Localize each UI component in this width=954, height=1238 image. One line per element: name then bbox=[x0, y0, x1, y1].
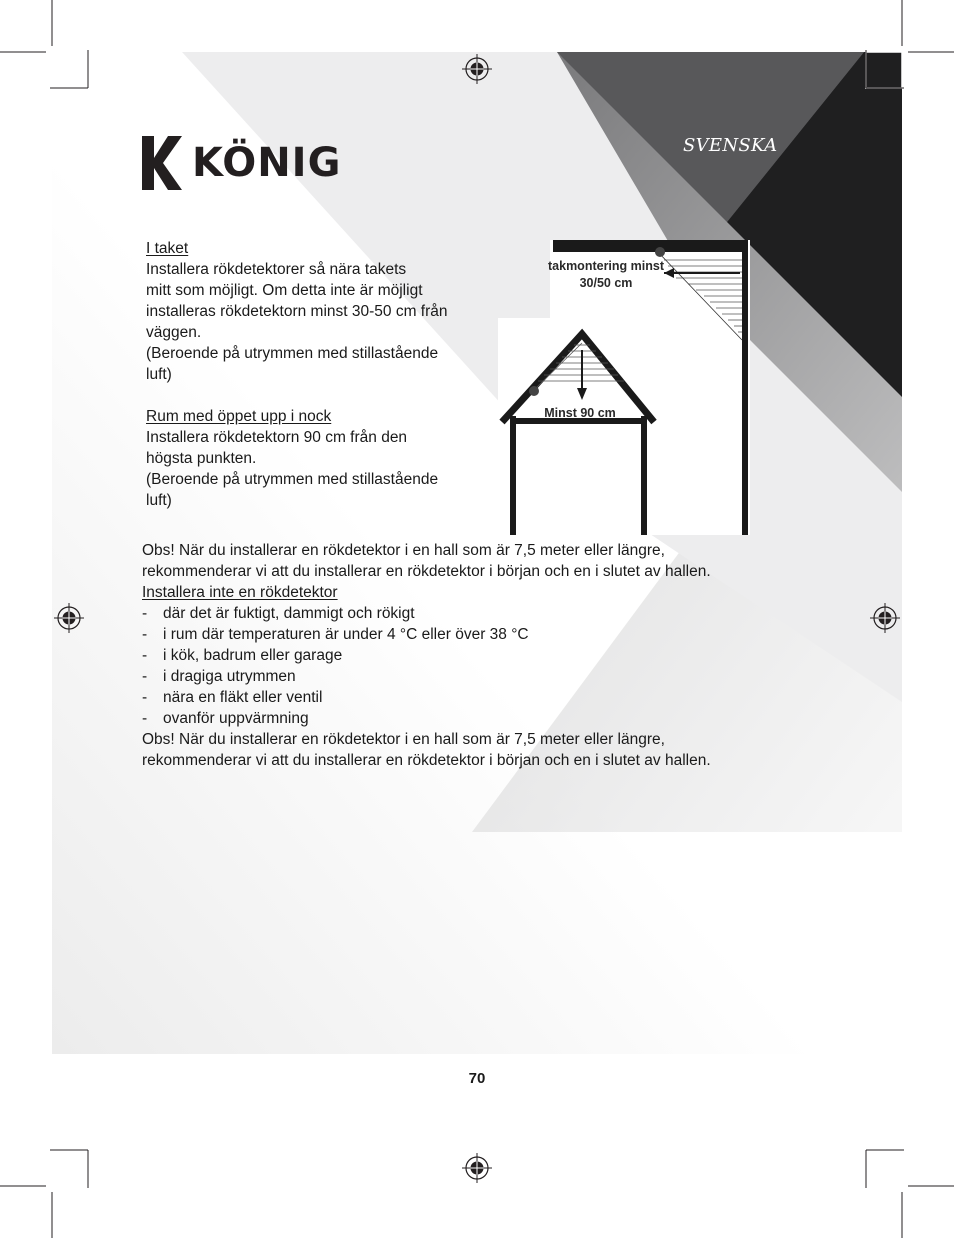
smoke-detector-ceiling-icon bbox=[655, 247, 665, 257]
language-label: SVENSKA bbox=[683, 135, 778, 156]
paragraph-line: installeras rökdetektorn minst 30-50 cm från bbox=[146, 303, 448, 320]
bullet-dash: - bbox=[142, 605, 148, 622]
list-item bbox=[142, 687, 782, 708]
paragraph-line: luft) bbox=[146, 492, 172, 509]
paragraph-line: (Beroende på utrymmen med stillastående bbox=[146, 471, 439, 488]
page-number: 70 bbox=[468, 1070, 486, 1087]
bullet-dash: - bbox=[142, 626, 148, 643]
list-item-text: i rum där temperaturen är under 4 °C eller över 38 °C bbox=[163, 626, 529, 643]
registration-mark-icon bbox=[462, 54, 492, 84]
diagram-label-peak: Minst 90 cm bbox=[544, 406, 616, 420]
installation-diagram bbox=[498, 230, 760, 535]
notice-line: Obs! När du installerar en rökdetektor i en hall som är 7,5 meter eller längre, bbox=[142, 542, 665, 559]
list-item-text: i dragiga utrymmen bbox=[163, 668, 296, 685]
list-item-text: i kök, badrum eller garage bbox=[163, 647, 343, 664]
bullet-dash: - bbox=[142, 710, 148, 727]
list-item-text: ovanför uppvärmning bbox=[163, 710, 309, 727]
section-heading-ceiling: I taket bbox=[146, 240, 189, 257]
bullet-dash: - bbox=[142, 647, 148, 664]
wall bbox=[742, 240, 748, 535]
section-heading-peak: Rum med öppet upp i nock bbox=[146, 408, 332, 425]
list-item bbox=[142, 603, 782, 624]
brand-wordmark: KÖNIG bbox=[192, 140, 342, 186]
list-item-text: nära en fläkt eller ventil bbox=[163, 689, 323, 706]
bullet-dash: - bbox=[142, 668, 148, 685]
registration-mark-icon bbox=[870, 603, 900, 633]
paragraph-line: mitt som möjligt. Om detta inte är möjligt bbox=[146, 282, 423, 299]
bullet-dash: - bbox=[142, 689, 148, 706]
section-heading-do-not-install: Installera inte en rökdetektor bbox=[142, 584, 338, 601]
brand-logo bbox=[142, 136, 342, 190]
diagram-label-ceiling-2: 30/50 cm bbox=[579, 276, 633, 290]
smoke-detector-peak-icon bbox=[529, 386, 539, 396]
list-item bbox=[142, 645, 782, 666]
list-item-text: där det är fuktigt, dammigt och rökigt bbox=[163, 605, 415, 622]
notice-line: rekommenderar vi att du installerar en rökdetektor i början och en i slutet av hallen. bbox=[142, 563, 711, 580]
house-wall-right bbox=[641, 416, 647, 535]
notice-line: rekommenderar vi att du installerar en rökdetektor i början och en i slutet av hallen. bbox=[142, 752, 711, 769]
registration-mark-icon bbox=[54, 603, 84, 633]
installation-instructions bbox=[146, 238, 476, 511]
paragraph-line: Installera rökdetektorer så nära takets bbox=[146, 261, 407, 278]
notice-line: Obs! När du installerar en rökdetektor i en hall som är 7,5 meter eller längre, bbox=[142, 731, 665, 748]
ceiling-beam bbox=[553, 240, 745, 252]
house-wall-left bbox=[510, 416, 516, 535]
paragraph-line: luft) bbox=[146, 366, 172, 383]
brand-k-emblem-icon bbox=[142, 136, 182, 190]
list-item bbox=[142, 666, 782, 687]
list-item bbox=[142, 624, 782, 645]
paragraph-line: högsta punkten. bbox=[146, 450, 257, 467]
paragraph-line: (Beroende på utrymmen med stillastående bbox=[146, 345, 439, 362]
registration-mark-icon bbox=[462, 1153, 492, 1183]
diagram-panel bbox=[498, 318, 558, 535]
paragraph-line: Installera rökdetektorn 90 cm från den bbox=[146, 429, 408, 446]
list-item bbox=[142, 708, 782, 729]
notes-section bbox=[142, 540, 782, 771]
diagram-label-ceiling-1: takmontering minst bbox=[548, 259, 664, 273]
paragraph-line: väggen. bbox=[146, 324, 202, 341]
